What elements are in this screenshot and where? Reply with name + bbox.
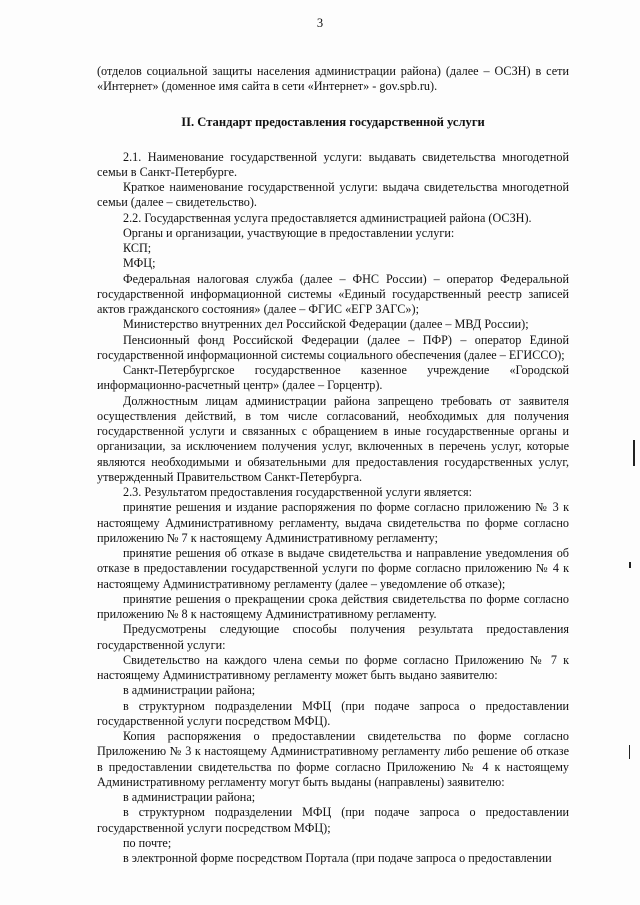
list-item: КСП; — [123, 241, 152, 255]
scan-margin-mark — [629, 562, 631, 568]
paragraph: Предусмотрены следующие способы получения результата предоставления государственной услуги: — [97, 622, 569, 652]
list-item: Санкт-Петербургское государственное казенное учреждение «Городской информационно-расчетный центр» (далее – Горцентр). — [97, 363, 569, 393]
list-item: в администрации района; — [123, 790, 256, 804]
list-item: Министерство внутренних дел Российской Федерации (далее – МВД России); — [123, 317, 529, 332]
paragraph: 2.1. Наименование государственной услуги: выдавать свидетельства многодетной семьи в Санкт-Петербурге. — [97, 149, 569, 179]
paragraph: Свидетельство на каждого члена семьи по форме согласно Приложению № 7 к настоящему Административному регламенту может быть выдано заявителю: — [97, 652, 569, 682]
list-item: принятие решения об отказе в выдаче свидетельства и направление уведомления об отказе в предоставлении государственной услуги по форме согласно приложению № 4 к настоящему Административному регламенту (далее – уведомление об отказе); — [97, 546, 569, 591]
paragraph: 2.3. Результатом предоставления государственной услуги является: — [123, 485, 473, 499]
scan-margin-mark — [633, 440, 635, 466]
paragraph: 2.2. Государственная услуга предоставляется администрацией района (ОСЗН). — [123, 210, 532, 225]
paragraph: (отделов социальной защиты населения администрации района) (далее – ОСЗН) в сети «Интернет» (доменное имя сайта в сети «Интернет» - gov.spb.ru). — [97, 64, 569, 94]
page-body — [97, 64, 569, 866]
list-item: принятие решения о прекращении срока действия свидетельства по форме согласно приложению № 8 к настоящему Административному регламенту. — [97, 591, 569, 621]
page-number: 3 — [316, 16, 324, 30]
section-heading: II. Стандарт предоставления государственной услуги — [181, 114, 485, 129]
list-item: по почте; — [123, 835, 172, 850]
paragraph: Копия распоряжения о предоставлении свидетельства по форме согласно Приложению № 3 к настоящему Административному регламенту либо решение об отказе в предоставлении свидетельства по форме согласно Приложению № 4 к настоящему Административному регламенту могут быть выданы (направлены) заявителю: — [97, 729, 569, 789]
list-item: в структурном подразделении МФЦ (при подаче запроса о предоставлении государственной услуги посредством МФЦ). — [97, 698, 569, 728]
scan-margin-mark — [629, 745, 630, 759]
list-item: в электронной форме посредством Портала (при подаче запроса о предоставлении — [123, 851, 552, 865]
list-item: Федеральная налоговая служба (далее – ФНС России) – оператор Федеральной государственной информационной системы «Единый государственный реестр записей актов гражданского состояния» (далее – ФГИС «ЕГР ЗАГС»); — [97, 271, 569, 316]
list-item: Пенсионный фонд Российской Федерации (далее – ПФР) – оператор Единой государственной информационной системы социального обеспечения (далее – ЕГИССО); — [97, 332, 569, 362]
list-item: МФЦ; — [123, 256, 156, 271]
paragraph: Краткое наименование государственной услуги: выдача свидетельства многодетной семьи (далее – свидетельство). — [97, 180, 569, 210]
paragraph: Органы и организации, участвующие в предоставлении услуги: — [123, 225, 455, 240]
list-item: в администрации района; — [123, 683, 256, 698]
list-item: принятие решения и издание распоряжения по форме согласно приложению № 3 к настоящему Административному регламенту, выдача свидетельства по форме согласно приложению № 7 к настоящему Административному регламенту; — [97, 500, 569, 545]
list-item: в структурном подразделении МФЦ (при подаче запроса о предоставлении государственной услуги посредством МФЦ); — [97, 805, 569, 835]
paragraph: Должностным лицам администрации района запрещено требовать от заявителя осуществления действий, в том числе согласований, необходимых для получения государственной услуги и связанных с обращением в иные государственные органы и организации, за исключением получения услуг, включенных в перечень услуг, которые являются необходимыми и обязательными для предоставления государственных услуг, утвержденный Правительством Санкт-Петербурга. — [97, 393, 569, 484]
